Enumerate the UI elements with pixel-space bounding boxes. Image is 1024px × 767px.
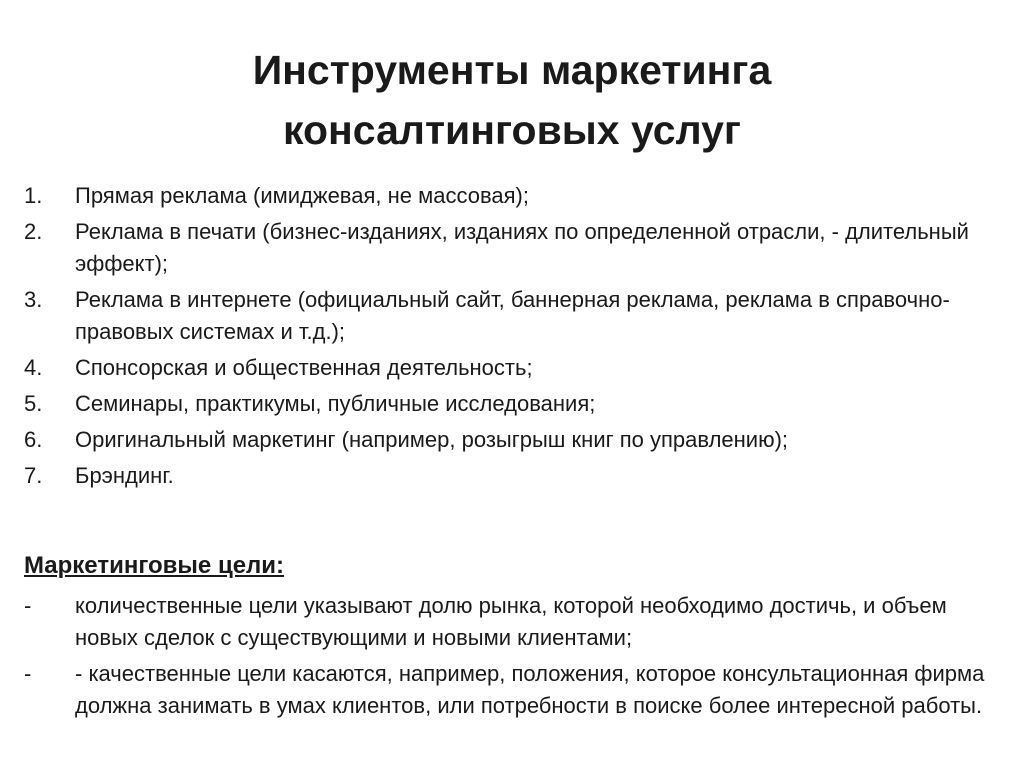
list-item-text: количественные цели указывают долю рынка, которой необходимо достичь, и объем новых сделок с существующими и новыми клиентами; <box>75 593 947 650</box>
tools-list-item <box>24 460 1009 492</box>
goals-list-item <box>24 590 1009 654</box>
list-item-number: 4. <box>24 355 43 380</box>
list-item-number: 7. <box>24 463 43 488</box>
list-item-text: Оригинальный маркетинг (например, розыгрыш книг по управлению); <box>75 427 789 452</box>
goals-list-item <box>24 658 1009 722</box>
tools-list-item <box>24 284 1009 348</box>
list-item-text: - качественные цели касаются, например, положения, которое консультационная фирма должна занимать в умах клиентов, или потребности в поиске более интересной работы. <box>75 661 985 718</box>
list-item-text: Реклама в печати (бизнес-изданиях, изданиях по определенной отрасли, - длительный эффект); <box>75 219 969 276</box>
slide-title-line-2: консалтинговых услуг <box>283 107 741 153</box>
goals-heading: Маркетинговые цели: <box>24 552 285 579</box>
list-item-text: Семинары, практикумы, публичные исследования; <box>75 391 596 416</box>
slide-title <box>0 40 1024 160</box>
list-item-dash: - <box>24 661 32 686</box>
tools-list-item <box>24 424 1009 456</box>
tools-list-item <box>24 180 1009 212</box>
slide-title-line-1: Инструменты маркетинга <box>252 47 772 93</box>
goals-list <box>24 590 1009 726</box>
list-item-text: Брэндинг. <box>75 463 174 488</box>
list-item-dash: - <box>24 593 32 618</box>
list-item-number: 1. <box>24 183 43 208</box>
list-item-number: 2. <box>24 219 43 244</box>
list-item-number: 5. <box>24 391 43 416</box>
list-item-number: 6. <box>24 427 43 452</box>
list-item-text: Реклама в интернете (официальный сайт, баннерная реклама, реклама в справочно-правовых системах и т.д.); <box>75 287 950 344</box>
tools-list-item <box>24 352 1009 384</box>
list-item-text: Спонсорская и общественная деятельность; <box>75 355 533 380</box>
tools-list-item <box>24 388 1009 420</box>
tools-list-item <box>24 216 1009 280</box>
list-item-text: Прямая реклама (имиджевая, не массовая); <box>75 183 529 208</box>
tools-list <box>24 180 1009 496</box>
list-item-number: 3. <box>24 287 43 312</box>
